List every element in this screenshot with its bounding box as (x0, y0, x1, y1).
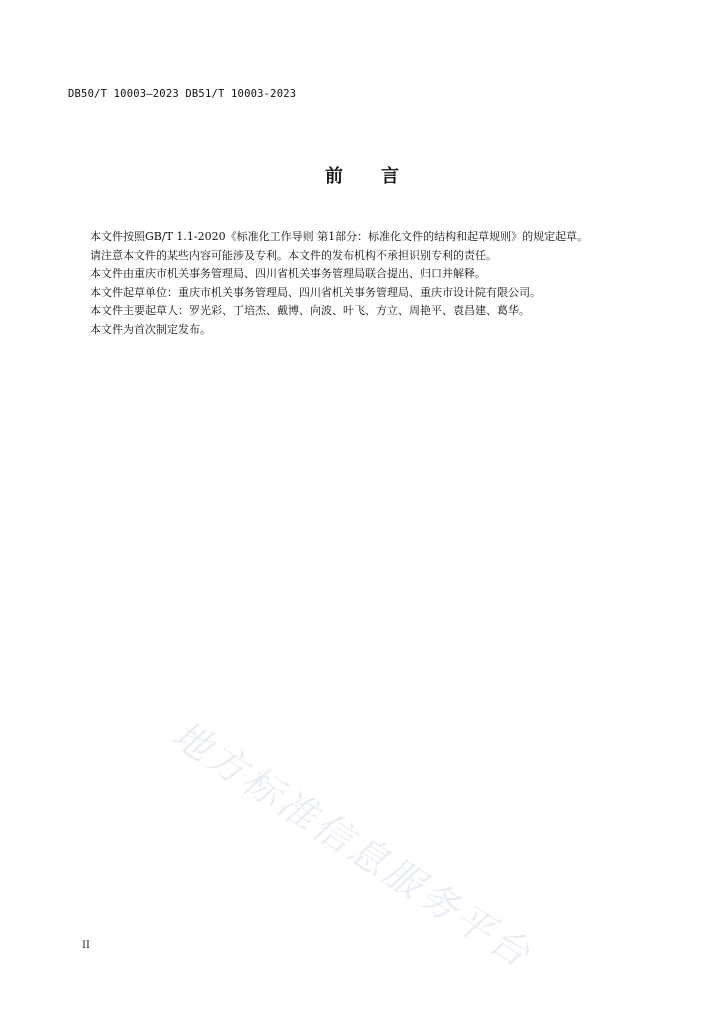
title-char-1: 前 (325, 166, 343, 187)
paragraph-first-release: 本文件为首次制定发布。 (90, 322, 211, 336)
paragraph-proposer: 本文件由重庆市机关事务管理局、四川省机关事务管理局联合提出、归口并解释。 (90, 267, 486, 280)
section-title (0, 162, 724, 188)
paragraph-drafters: 本文件主要起草人：罗光彩、丁培杰、戴博、向波、叶飞、方立、周艳平、袁昌建、葛华。 (90, 304, 530, 317)
paragraph-drafting-rules: 本文件按照GB/T 1.1-2020《标准化工作导则 第1部分：标准化文件的结构和起草规则》的规定起草。 (90, 230, 589, 243)
watermark: 地方标准信息服务平台 (164, 711, 541, 978)
paragraph-patent-notice: 请注意本文件的某些内容可能涉及专利。本文件的发布机构不承担识别专利的责任。 (90, 248, 497, 262)
foreword-body (68, 228, 658, 339)
document-code-header: DB50/T 10003—2023 DB51/T 10003-2023 (68, 88, 297, 100)
page-number: II (82, 940, 90, 951)
paragraph-drafting-units: 本文件起草单位：重庆市机关事务管理局、四川省机关事务管理局、重庆市设计院有限公司。 (90, 285, 541, 299)
title-char-2: 言 (381, 166, 399, 187)
